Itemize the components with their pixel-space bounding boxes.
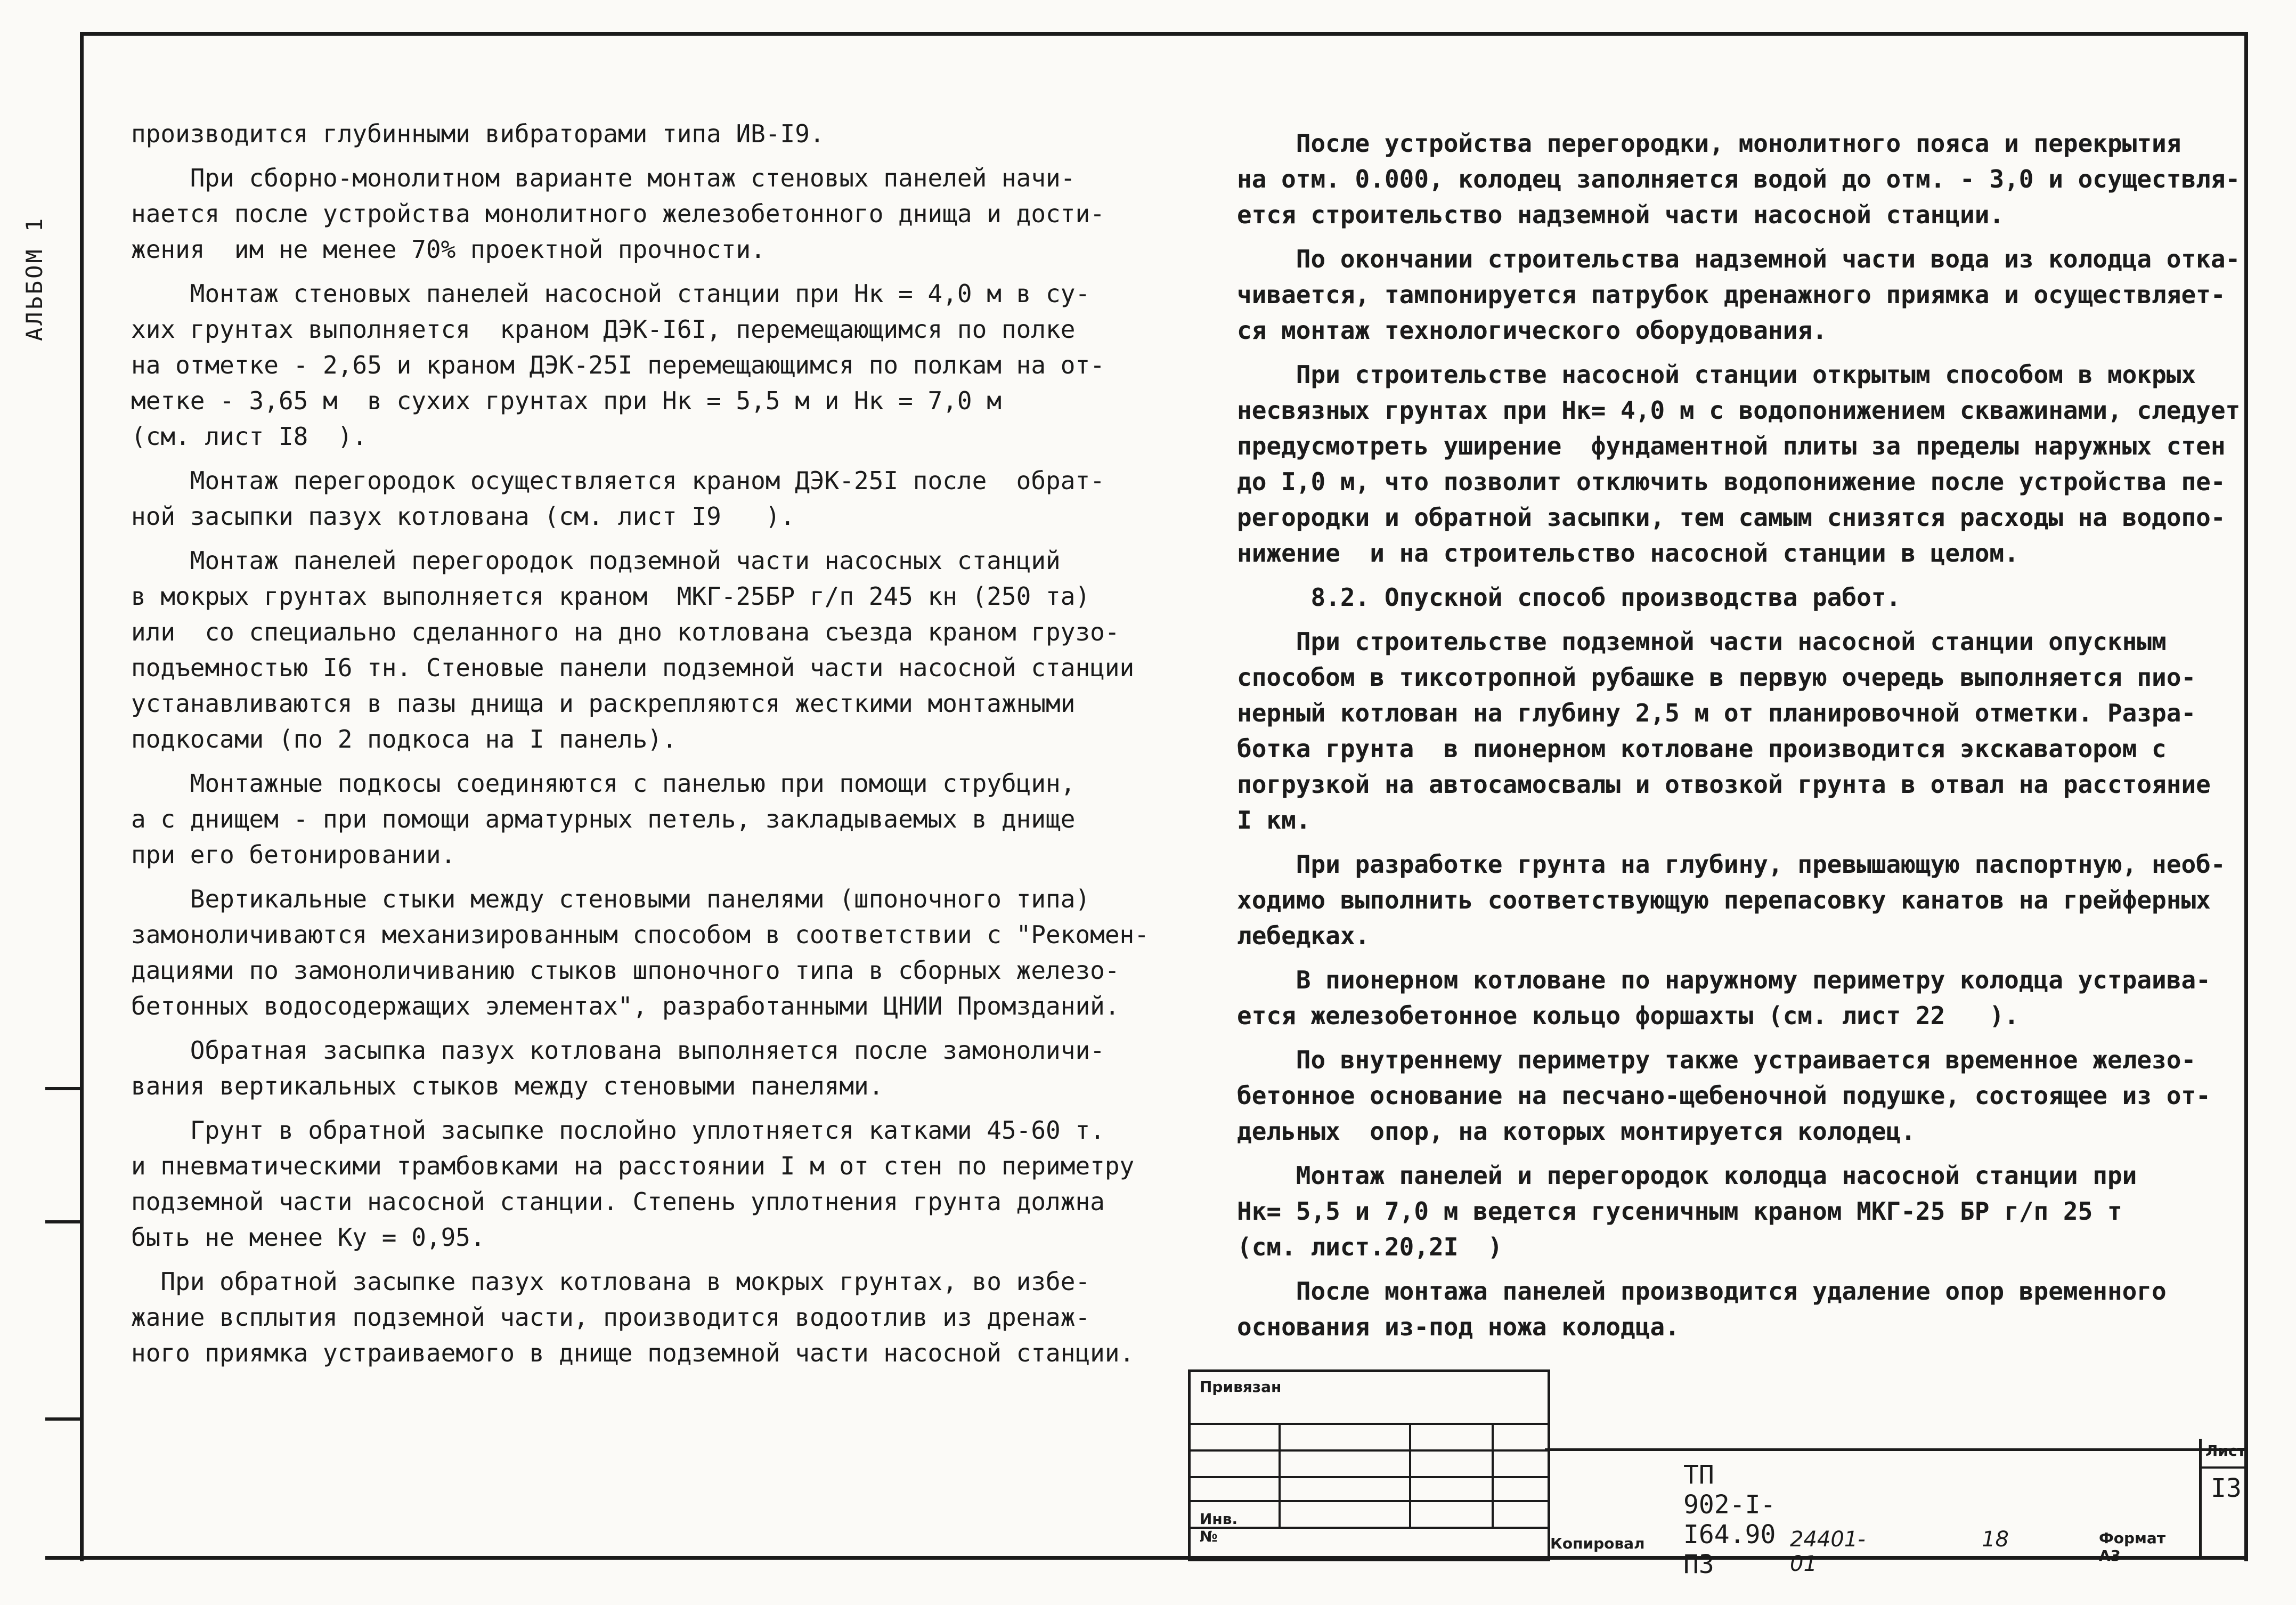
left-paragraph: Монтаж перегородок осуществляется краном ДЭК-25I после обрат- ной засыпки пазух котлована (см. лист I9 ). <box>131 466 1105 531</box>
inv-number-label: Инв. № <box>1200 1510 1238 1545</box>
right-paragraph: При строительстве насосной станции открытым способом в мокрых несвязных грунтах при Нк= 4,0 м с водопонижением скважинами, следует предусмотреть уширение фундаментной плиты за пределы наружных стен до I,0 м, что позволит отключить водопонижение после устройства пе- регородки и обратной засыпки, тем самым снизятся расходы на водопо- нижение и на строительство насосной станции в целом. <box>1237 360 2241 568</box>
sheet-label: Лист <box>2205 1442 2246 1460</box>
album-label: АЛЬБОМ 1 <box>21 216 47 341</box>
left-paragraph: Монтаж стеновых панелей насосной станции при Нк = 4,0 м в су- хих грунтах выполняется краном ДЭК-I6I, перемещающимся по полке на отметке - 2,65 и краном ДЭК-25I перемещающимся по полкам на от- метке - 3,65 м в сухих грунтах при Нк = 5,5 м и Нк = 7,0 м (см. лист I8 ). <box>131 279 1105 451</box>
right-column <box>1237 126 2241 1353</box>
left-paragraph: производится глубинными вибраторами типа ИВ-I9. <box>131 119 825 148</box>
right-paragraph: По окончании строительства надземной части вода из колодца отка- чивается, тампонируется патрубок дренажного приямка и осуществляет- ся монтаж технологического оборудования. <box>1237 245 2241 345</box>
left-paragraph: При обратной засыпке пазух котлована в мокрых грунтах, во избе- жание всплытия подземной части, производится водоотлив из дренаж- ного приямка устраиваемого в днище подземной части насосной станции. <box>131 1267 1135 1367</box>
section-heading: 8.2. Опускной способ производства работ. <box>1237 583 1901 612</box>
binding-tick <box>45 1087 84 1090</box>
right-paragraph: После монтажа панелей производится удаление опор временного основания из-под ножа колодца. <box>1237 1277 2167 1341</box>
document-code: ТП 902-I-I64.90 ПЗ <box>1683 1460 1776 1579</box>
frame-bottom <box>45 1556 2248 1560</box>
right-paragraph: При строительстве подземной части насосной станции опускным способом в тиксотропной рубашке в первую очередь выполняется пио- нерный котлован на глубину 2,5 м от планировочной отметки. Разра- ботка грунта в пионерном котловане производится экскаватором с погрузкой на автосамосвалы и отвозкой грунта в отвал на расстояние I км. <box>1237 627 2211 834</box>
copied-label: Копировал <box>1550 1535 1645 1552</box>
stamp-grid-box <box>1188 1369 1550 1561</box>
frame-left <box>80 32 84 1561</box>
sheet-box-line <box>2199 1466 2247 1469</box>
left-paragraph: Грунт в обратной засыпке послойно уплотняется катками 45-60 т. и пневматическими трамбовками на расстоянии I м от стен по периметру подземной части насосной станции. Степень уплотнения грунта должна быть не менее Ку = 0,95. <box>131 1116 1135 1252</box>
left-paragraph: Монтаж панелей перегородок подземной части насосных станций в мокрых грунтах выполняется краном МКГ-25БР г/п 245 кн (250 та) или со специально сделанного на дно котлована съезда краном грузо- подъемностью I6 тн. Стеновые панели подземной части насосной станции устанавливаются в пазы днища и раскрепляются жесткими монтажными подкосами (по 2 подкоса на I панель). <box>131 546 1135 753</box>
stamp-grid-line <box>1279 1423 1281 1527</box>
left-paragraph: Обратная засыпка пазух котлована выполняется после замоноличи- вания вертикальных стыков между стеновыми панелями. <box>131 1036 1105 1100</box>
left-column <box>131 116 1154 1380</box>
right-paragraph: По внутреннему периметру также устраивается временное железо- бетонное основание на песчано-щебеночной подушке, состоящее из от- дельных опор, на которых монтируется колодец. <box>1237 1045 2211 1146</box>
right-paragraph: Монтаж панелей и перегородок колодца насосной станции при Нк= 5,5 и 7,0 м ведется гусеничным краном МКГ-25 БР г/п 25 т (см. лист.20,2I ) <box>1237 1161 2137 1261</box>
handwritten-page: 18 <box>1982 1527 2009 1552</box>
handwritten-number: 24401-01 <box>1790 1527 1866 1576</box>
left-paragraph: Монтажные подкосы соединяются с панелью при помощи струбцин, а с днищем - при помощи арматурных петель, закладываемых в днище при его бетонировании. <box>131 769 1076 869</box>
frame-top <box>80 32 2248 36</box>
stamp-grid-line <box>1409 1423 1411 1527</box>
right-paragraph: При разработке грунта на глубину, превышающую паспортную, необ- ходимо выполнить соответствующую перепасовку канатов на грейферных лебедках. <box>1237 850 2226 950</box>
right-paragraph: В пионерном котловане по наружному периметру колодца устраива- ется железобетонное кольцо форшахты (см. лист 22 ). <box>1237 966 2211 1030</box>
format-label: Формат А3 <box>2099 1529 2166 1565</box>
stamp-main-line <box>1545 1448 2244 1451</box>
left-paragraph: При сборно-монолитном варианте монтаж стеновых панелей начи- нается после устройства монолитного железобетонного днища и дости- жения им не менее 70% проектной прочности. <box>131 164 1105 264</box>
sheet-box-line <box>2199 1439 2202 1556</box>
stamp-grid-line <box>1492 1423 1494 1527</box>
stamp-grid-line <box>1188 1527 1548 1529</box>
sheet-number: I3 <box>2211 1473 2242 1503</box>
right-paragraph: После устройства перегородки, монолитного пояса и перекрытия на отм. 0.000, колодец заполняется водой до отм. - 3,0 и осуществля- ется строительство надземной части насосной станции. <box>1237 129 2241 229</box>
privyazan-label: Привязан <box>1200 1378 1282 1396</box>
left-paragraph: Вертикальные стыки между стеновыми панелями (шпоночного типа) замоноличиваются механизированным способом в соответствии с "Рекомен- дациями по замоноличиванию стыков шпоночного типа в сборных железо- бетонных водосодержащих элементах", разработанными ЦНИИ Промзданий. <box>131 885 1149 1020</box>
binding-tick <box>45 1417 84 1421</box>
binding-tick <box>45 1220 84 1223</box>
frame-right <box>2244 32 2248 1561</box>
